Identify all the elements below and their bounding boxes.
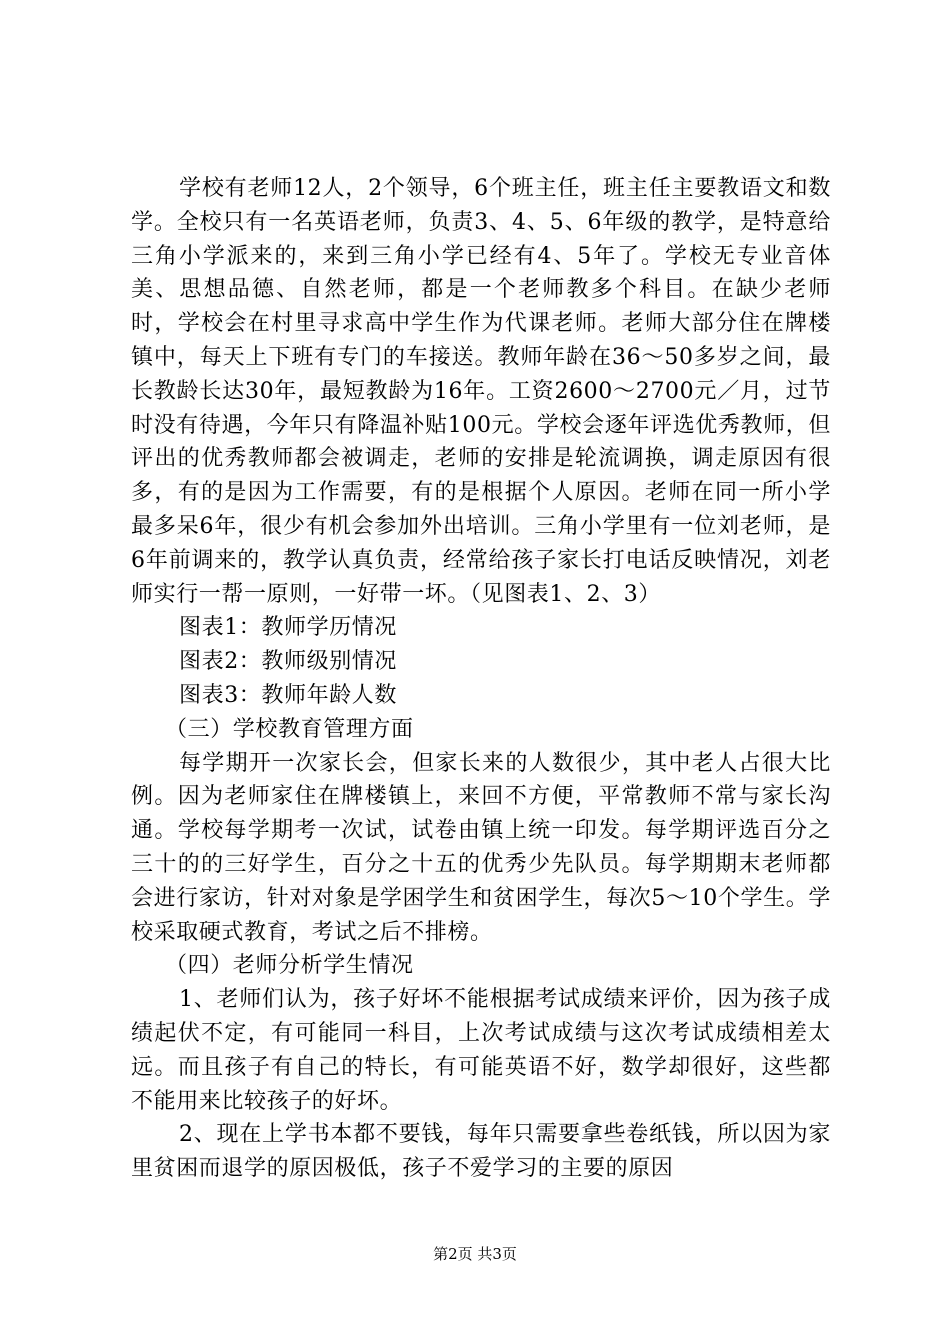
figure-caption-1: 图表1：教师学历情况 (179, 615, 397, 641)
paragraph-analysis-1: 1、老师们认为，孩子好坏不能根据考试成绩来评价，因为孩子成绩起伏不定，有可能同一科目，上次考试成绩与这次考试成绩相差太远。而且孩子有自己的特长，有可能英语不好，数学却很好，这些都不能用来比较孩子的好坏。 (131, 987, 831, 1114)
body-text (131, 172, 831, 1186)
figure-caption-3: 图表3：教师年龄人数 (179, 682, 397, 708)
figure-caption-2: 图表2：教师级别情况 (179, 649, 397, 675)
paragraph-teachers: 学校有老师12人，2个领导，6个班主任，班主任主要教语文和数学。全校只有一名英语老师，负责3、4、5、6年级的教学，是特意给三角小学派来的，来到三角小学已经有4、5年了。学校无专业音体美、思想品德、自然老师，都是一个老师教多个科目。在缺少老师时，学校会在村里寻求高中学生作为代课老师。老师大部分住在牌楼镇中，每天上下班有专门的车接送。教师年龄在36～50多岁之间，最长教龄长达30年，最短教龄为16年。工资2600～2700元／月，过节时没有待遇，今年只有降温补贴100元。学校会逐年评选优秀教师，但评出的优秀教师都会被调走，老师的安排是轮流调换，调走原因有很多，有的是因为工作需要，有的是根据个人原因。老师在同一所小学最多呆6年，很少有机会参加外出培训。三角小学里有一位刘老师，是6年前调来的，教学认真负责，经常给孩子家长打电话反映情况，刘老师实行一帮一原则，一好带一坏。（见图表1、2、3） (131, 176, 831, 607)
paragraph-management: 每学期开一次家长会，但家长来的人数很少，其中老人占很大比例。因为老师家住在牌楼镇上，来回不方便，平常教师不常与家长沟通。学校每学期考一次试，试卷由镇上统一印发。每学期评选百分之三十的的三好学生，百分之十五的优秀少先队员。每学期期末老师都会进行家访，针对对象是学困学生和贫困学生，每次5～10个学生。学校采取硬式教育，考试之后不排榜。 (131, 750, 831, 945)
page-footer: 第2页 共3页 (433, 1245, 517, 1263)
section-heading-4: （四）老师分析学生情况 (165, 953, 414, 979)
paragraph-analysis-2: 2、现在上学书本都不要钱，每年只需要拿些卷纸钱，所以因为家里贫困而退学的原因极低，孩子不爱学习的主要的原因 (131, 1122, 831, 1182)
section-heading-3: （三）学校教育管理方面 (165, 716, 414, 742)
